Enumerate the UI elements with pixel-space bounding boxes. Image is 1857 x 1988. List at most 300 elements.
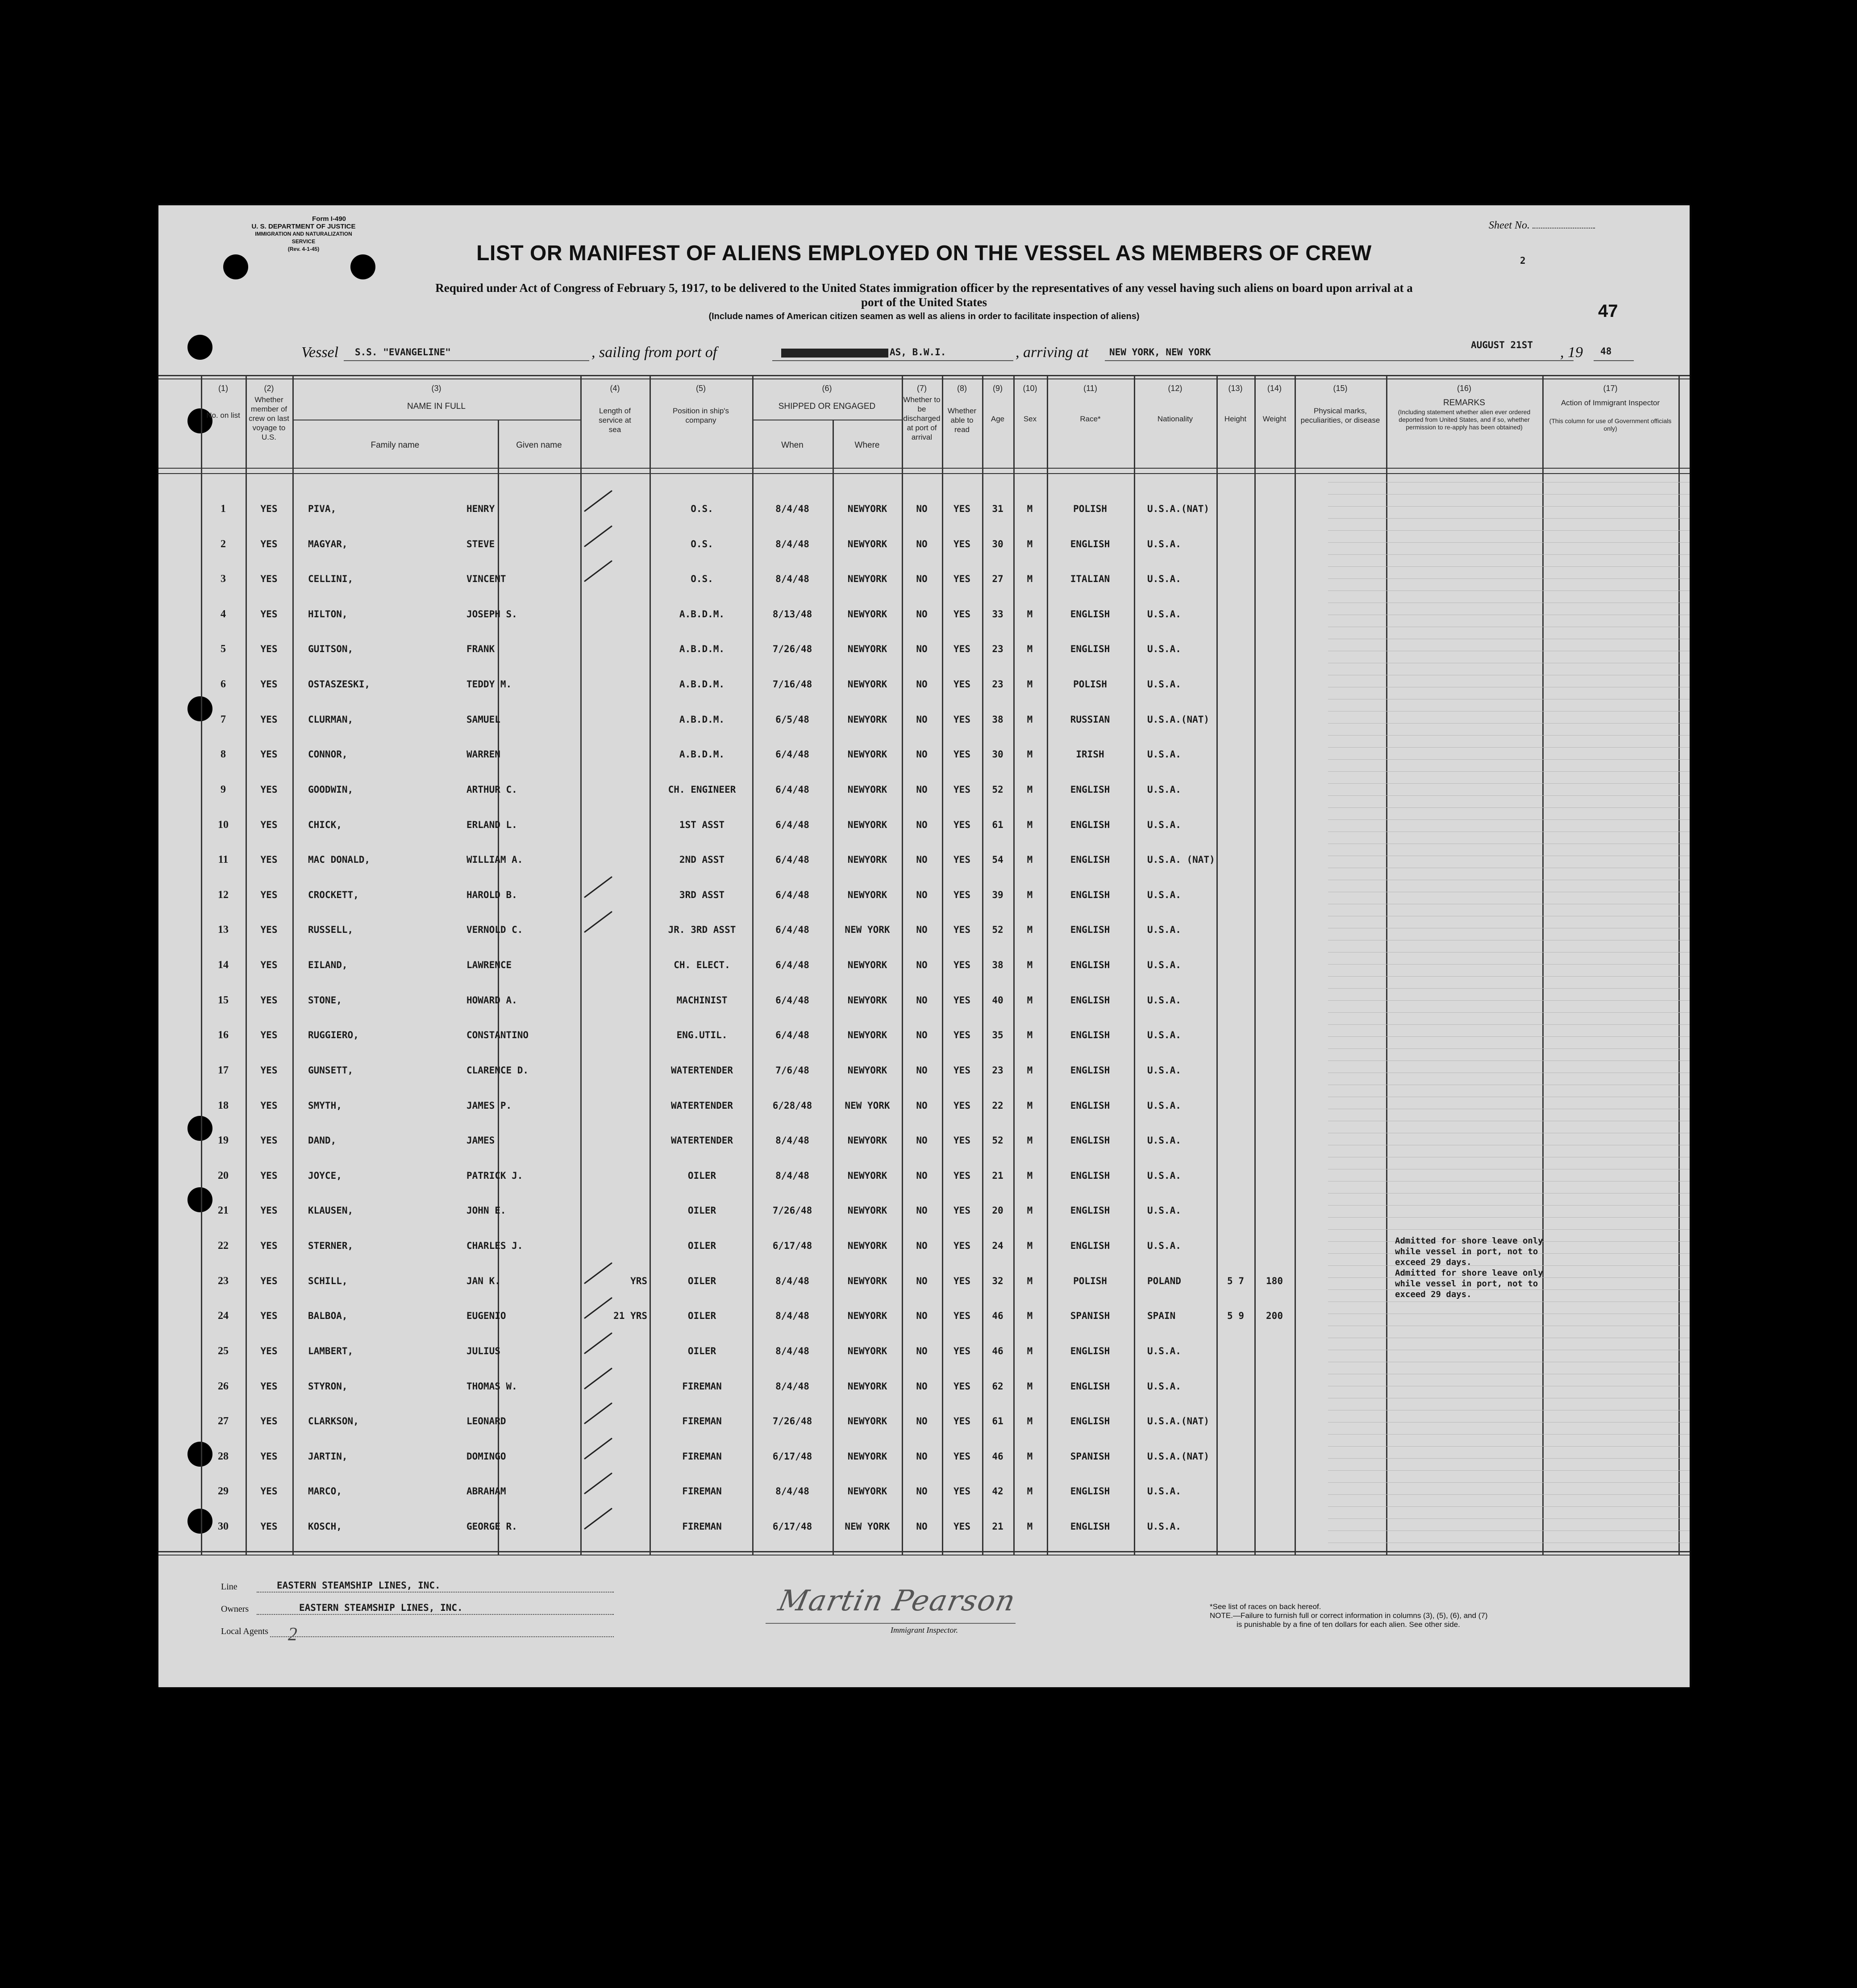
col-4-header: Length of service at sea — [599, 407, 631, 434]
cell-age: 21 — [992, 1521, 1003, 1532]
cell-height: 5 7 — [1227, 1276, 1244, 1286]
arriving-label: , arriving at — [1016, 344, 1089, 361]
year: 48 — [1600, 346, 1612, 357]
cell-discharged: NO — [916, 1381, 928, 1392]
cell-weight: 180 — [1266, 1276, 1283, 1286]
vessel-line — [301, 340, 1676, 364]
cell-age: 52 — [992, 784, 1003, 795]
cell-nationality: U.S.A. — [1147, 1065, 1181, 1076]
cell-discharged: NO — [916, 1346, 928, 1356]
cell-no: 11 — [218, 854, 229, 865]
cell-family: CLURMAN, — [308, 714, 354, 725]
cell-sex: M — [1027, 890, 1033, 900]
cell-no: 25 — [218, 1345, 229, 1357]
cell-service: YRS — [630, 1276, 647, 1286]
subtitle-1: Required under Act of Congress of February 5, 1917, to be delivered to the United States immigration officer by the representatives of any vessel having such aliens on board upon arrival at a — [435, 281, 1413, 295]
note-races: *See list of races on back hereof. — [1210, 1602, 1321, 1611]
cell-when: 6/4/48 — [775, 784, 809, 795]
cell-sex: M — [1027, 995, 1033, 1006]
cell-given: HENRY — [466, 503, 495, 514]
cell-when: 6/4/48 — [775, 1030, 809, 1040]
col-13-number: (13) — [1228, 384, 1243, 393]
cell-prev: YES — [260, 1135, 278, 1146]
table-row — [158, 535, 1690, 553]
cell-race: ENGLISH — [1070, 1100, 1110, 1111]
cell-age: 30 — [992, 539, 1003, 549]
cell-family: MARCO, — [308, 1486, 342, 1497]
table-row — [158, 1202, 1690, 1219]
cell-nationality: U.S.A. — [1147, 1030, 1181, 1040]
cell-age: 24 — [992, 1240, 1003, 1251]
cell-read: YES — [953, 503, 970, 514]
table-bottom-rule — [158, 1551, 1690, 1552]
cell-race: ENGLISH — [1070, 854, 1110, 865]
cell-position: OILER — [687, 1310, 716, 1321]
cell-when: 7/6/48 — [775, 1065, 809, 1076]
col-17-header: Action of Immigrant Inspector — [1561, 399, 1660, 407]
cell-weight — [1255, 921, 1294, 939]
cell-sex: M — [1027, 1451, 1033, 1462]
cell-when: 6/5/48 — [775, 714, 809, 725]
cell-nationality: U.S.A. — [1147, 574, 1181, 584]
cell-weight — [1255, 605, 1294, 623]
cell-nationality: U.S.A. — [1147, 1381, 1181, 1392]
table-row — [158, 500, 1690, 518]
cell-position: A.B.D.M. — [679, 609, 725, 620]
rule-line — [1328, 1193, 1690, 1194]
cell-prev: YES — [260, 890, 278, 900]
cell-discharged: NO — [916, 714, 928, 725]
table-row — [158, 851, 1690, 869]
cell-no: 22 — [218, 1240, 229, 1252]
cell-read: YES — [953, 1451, 970, 1462]
remark-line: while vessel in port, not to — [1395, 1247, 1538, 1256]
check-mark — [585, 1473, 612, 1493]
cell-sex: M — [1027, 503, 1033, 514]
col-1-number: (1) — [218, 384, 228, 393]
cell-where: NEWYORK — [847, 749, 887, 760]
cell-no: 1 — [221, 503, 226, 515]
cell-given: WILLIAM A. — [466, 854, 523, 865]
table-row — [158, 1518, 1690, 1535]
cell-read: YES — [953, 679, 970, 690]
cell-weight — [1255, 781, 1294, 799]
cell-sex: M — [1027, 1276, 1033, 1286]
cell-height — [1217, 535, 1254, 553]
table-row — [158, 1307, 1690, 1325]
cell-nationality: U.S.A. — [1147, 784, 1181, 795]
cell-position: A.B.D.M. — [679, 644, 725, 654]
cell-given: ARTHUR C. — [466, 784, 517, 795]
cell-race: ENGLISH — [1070, 1521, 1110, 1532]
cell-weight — [1255, 956, 1294, 974]
revision: (Rev. 4-1-45) — [287, 246, 320, 252]
cell-discharged: NO — [916, 1030, 928, 1040]
cell-read: YES — [953, 890, 970, 900]
table-row — [158, 1482, 1690, 1500]
cell-discharged: NO — [916, 1416, 928, 1427]
cell-family: STONE, — [308, 995, 342, 1006]
cell-where: NEWYORK — [847, 1486, 887, 1497]
cell-race: ENGLISH — [1070, 924, 1110, 935]
cell-nationality: U.S.A. — [1147, 609, 1181, 620]
cell-when: 6/28/48 — [772, 1100, 812, 1111]
cell-where: NEWYORK — [847, 679, 887, 690]
owners-label: Owners — [221, 1604, 249, 1614]
cell-prev: YES — [260, 749, 278, 760]
cell-sex: M — [1027, 784, 1033, 795]
cell-weight — [1255, 1412, 1294, 1430]
cell-nationality: U.S.A.(NAT) — [1147, 1451, 1210, 1462]
note-line-1: NOTE.—Failure to furnish full or correct information in columns (3), (5), (6), and (7) — [1210, 1611, 1488, 1620]
cell-sex: M — [1027, 1381, 1033, 1392]
cell-prev: YES — [260, 1030, 278, 1040]
col-9-number: (9) — [993, 384, 1003, 393]
cell-position: FIREMAN — [682, 1451, 722, 1462]
cell-height — [1217, 1202, 1254, 1219]
cell-sex: M — [1027, 714, 1033, 725]
cell-nationality: U.S.A. — [1147, 960, 1181, 970]
form-id: Form I-490 — [312, 215, 346, 223]
cell-given: GEORGE R. — [466, 1521, 517, 1532]
cell-when: 6/4/48 — [775, 995, 809, 1006]
cell-sex: M — [1027, 960, 1033, 970]
cell-sex: M — [1027, 1346, 1033, 1356]
cell-family: LAMBERT, — [308, 1346, 354, 1356]
cell-family: MAC DONALD, — [308, 854, 371, 865]
table-row — [158, 921, 1690, 939]
cell-where: NEWYORK — [847, 1170, 887, 1181]
cell-height — [1217, 851, 1254, 869]
cell-where: NEWYORK — [847, 1346, 887, 1356]
cell-where: NEWYORK — [847, 714, 887, 725]
cell-given: SAMUEL — [466, 714, 500, 725]
table-row — [158, 711, 1690, 728]
cell-age: 52 — [992, 1135, 1003, 1146]
table-row — [158, 991, 1690, 1009]
cell-when: 8/4/48 — [775, 503, 809, 514]
check-mark — [585, 1403, 612, 1423]
cell-age: 62 — [992, 1381, 1003, 1392]
table-row — [158, 745, 1690, 763]
cell-age: 23 — [992, 644, 1003, 654]
cell-when: 6/4/48 — [775, 749, 809, 760]
col-3-family-header: Family name — [371, 441, 420, 450]
check-mark — [585, 491, 612, 511]
cell-where: NEWYORK — [847, 609, 887, 620]
port-to: NEW YORK, NEW YORK — [1109, 347, 1211, 358]
col-7-header: Whether to be discharged at port of arrival — [903, 395, 941, 441]
cell-where: NEWYORK — [847, 503, 887, 514]
cell-sex: M — [1027, 1416, 1033, 1427]
cell-nationality: U.S.A. — [1147, 1486, 1181, 1497]
cell-given: TEDDY M. — [466, 679, 512, 690]
cell-no: 12 — [218, 889, 229, 901]
cell-height — [1217, 1377, 1254, 1395]
rule-line — [1328, 735, 1690, 736]
cell-read: YES — [953, 960, 970, 970]
cell-weight — [1255, 745, 1294, 763]
cell-read: YES — [953, 854, 970, 865]
department: U. S. DEPARTMENT OF JUSTICE — [251, 223, 356, 230]
cell-family: PIVA, — [308, 503, 337, 514]
cell-sex: M — [1027, 539, 1033, 549]
table-row — [158, 1412, 1690, 1430]
cell-sex: M — [1027, 924, 1033, 935]
cell-age: 42 — [992, 1486, 1003, 1497]
cell-nationality: U.S.A.(NAT) — [1147, 714, 1210, 725]
cell-no: 27 — [218, 1415, 229, 1427]
cell-discharged: NO — [916, 819, 928, 830]
cell-nationality: U.S.A. — [1147, 1170, 1181, 1181]
cell-read: YES — [953, 1030, 970, 1040]
cell-position: OILER — [687, 1346, 716, 1356]
cell-height — [1217, 605, 1254, 623]
cell-where: NEWYORK — [847, 960, 887, 970]
cell-position: OILER — [687, 1276, 716, 1286]
cell-height — [1217, 1412, 1254, 1430]
cell-weight — [1255, 1377, 1294, 1395]
check-mark — [585, 912, 612, 932]
cell-sex: M — [1027, 1065, 1033, 1076]
cell-nationality: U.S.A.(NAT) — [1147, 1416, 1210, 1427]
cell-when: 7/26/48 — [772, 1205, 812, 1216]
cell-position: OILER — [687, 1240, 716, 1251]
cell-position: WATERTENDER — [670, 1100, 733, 1111]
cell-sex: M — [1027, 679, 1033, 690]
cell-given: VINCENT — [466, 574, 506, 584]
cell-sex: M — [1027, 574, 1033, 584]
cell-age: 61 — [992, 819, 1003, 830]
cell-height — [1217, 1447, 1254, 1465]
service: IMMIGRATION AND NATURALIZATION SERVICE — [255, 231, 352, 245]
inspector-signature — [766, 1580, 1019, 1629]
cell-read: YES — [953, 1381, 970, 1392]
cell-weight — [1255, 816, 1294, 834]
footer-agents — [221, 1625, 623, 1643]
cell-nationality: U.S.A. — [1147, 644, 1181, 654]
cell-given: EUGENIO — [466, 1310, 506, 1321]
cell-prev: YES — [260, 1276, 278, 1286]
cell-prev: YES — [260, 1310, 278, 1321]
cell-weight — [1255, 640, 1294, 658]
cell-given: DOMINGO — [466, 1451, 506, 1462]
cell-when: 6/4/48 — [775, 819, 809, 830]
cell-sex: M — [1027, 1521, 1033, 1532]
cell-family: GOODWIN, — [308, 784, 354, 795]
cell-race: RUSSIAN — [1070, 714, 1110, 725]
cell-read: YES — [953, 1240, 970, 1251]
cell-read: YES — [953, 1135, 970, 1146]
cell-nationality: U.S.A. — [1147, 749, 1181, 760]
cell-family: RUGGIERO, — [308, 1030, 359, 1040]
cell-given: HOWARD A. — [466, 995, 517, 1006]
cell-height — [1217, 1518, 1254, 1535]
cell-age: 54 — [992, 854, 1003, 865]
cell-nationality: U.S.A. — [1147, 1240, 1181, 1251]
cell-prev: YES — [260, 995, 278, 1006]
rule-line — [1328, 1434, 1690, 1435]
check-mark — [585, 1263, 612, 1283]
rule-line — [1328, 1506, 1690, 1507]
cell-height — [1217, 570, 1254, 588]
header-bottom-rule — [158, 468, 1690, 469]
col-6-when-header: When — [781, 441, 804, 450]
table-row — [158, 640, 1690, 658]
cell-discharged: NO — [916, 960, 928, 970]
cell-discharged: NO — [916, 1486, 928, 1497]
cell-prev: YES — [260, 1240, 278, 1251]
cell-position: JR. 3RD ASST — [668, 924, 736, 935]
cell-age: 52 — [992, 924, 1003, 935]
cell-when: 6/17/48 — [772, 1451, 812, 1462]
cell-race: ENGLISH — [1070, 1381, 1110, 1392]
cell-where: NEWYORK — [847, 784, 887, 795]
cell-position: CH. ELECT. — [674, 960, 730, 970]
col-14-header: Weight — [1262, 415, 1287, 423]
col-10-header: Sex — [1023, 415, 1037, 423]
cell-discharged: NO — [916, 609, 928, 620]
subtitle-2: port of the United States — [861, 295, 987, 309]
cell-when: 6/4/48 — [775, 960, 809, 970]
cell-nationality: U.S.A. — [1147, 1135, 1181, 1146]
cell-height — [1217, 745, 1254, 763]
cell-prev: YES — [260, 1346, 278, 1356]
cell-no: 13 — [218, 924, 229, 936]
cell-weight — [1255, 1202, 1294, 1219]
cell-nationality: U.S.A. — [1147, 890, 1181, 900]
cell-given: ABRAHAM — [466, 1486, 506, 1497]
cell-age: 38 — [992, 714, 1003, 725]
cell-discharged: NO — [916, 854, 928, 865]
cell-family: STYRON, — [308, 1381, 348, 1392]
agents-label: Local Agents — [221, 1626, 269, 1636]
table-top-rule — [158, 375, 1690, 376]
cell-prev: YES — [260, 924, 278, 935]
rule-line — [1328, 518, 1690, 519]
col-11-number: (11) — [1083, 384, 1097, 393]
cell-given: JAN K. — [466, 1276, 500, 1286]
cell-weight — [1255, 1518, 1294, 1535]
remark-line: exceed 29 days. — [1395, 1257, 1472, 1267]
cell-height — [1217, 886, 1254, 904]
cell-discharged: NO — [916, 539, 928, 549]
cell-sex: M — [1027, 819, 1033, 830]
cell-when: 8/4/48 — [775, 1170, 809, 1181]
sheet-no — [1489, 220, 1595, 232]
cell-height — [1217, 1342, 1254, 1360]
cell-race: ENGLISH — [1070, 644, 1110, 654]
cell-sex: M — [1027, 1135, 1033, 1146]
cell-given: CLARENCE D. — [466, 1065, 529, 1076]
cell-where: NEWYORK — [847, 1451, 887, 1462]
cell-family: RUSSELL, — [308, 924, 354, 935]
cell-no: 15 — [218, 994, 229, 1006]
cell-given: THOMAS W. — [466, 1381, 517, 1392]
cell-prev: YES — [260, 644, 278, 654]
cell-prev: YES — [260, 960, 278, 970]
cell-nationality: U.S.A. — [1147, 1100, 1181, 1111]
cell-no: 29 — [218, 1485, 229, 1497]
cell-nationality: U.S.A. — [1147, 679, 1181, 690]
cell-weight — [1255, 1447, 1294, 1465]
cell-age: 39 — [992, 890, 1003, 900]
cell-position: WATERTENDER — [670, 1135, 733, 1146]
cell-prev: YES — [260, 1170, 278, 1181]
cell-height — [1217, 956, 1254, 974]
cell-where: NEWYORK — [847, 1065, 887, 1076]
cell-discharged: NO — [916, 503, 928, 514]
page-number: 47 — [1598, 301, 1618, 321]
col-16-note: (Including statement whether alien ever ordered deported from United States, and if so, whether permission to re-apply has been obtained) — [1398, 408, 1531, 431]
cell-position: O.S. — [691, 503, 713, 514]
cell-family: KOSCH, — [308, 1521, 342, 1532]
cell-sex: M — [1027, 749, 1033, 760]
cell-where: NEWYORK — [847, 1416, 887, 1427]
line-value: EASTERN STEAMSHIP LINES, INC. — [277, 1580, 441, 1591]
cell-no: 4 — [221, 608, 226, 620]
cell-weight — [1255, 1237, 1294, 1255]
cell-read: YES — [953, 819, 970, 830]
cell-weight — [1255, 675, 1294, 693]
cell-prev: YES — [260, 1486, 278, 1497]
col-12-number: (12) — [1168, 384, 1182, 393]
col-16-header: REMARKS — [1443, 398, 1485, 408]
cell-height — [1217, 500, 1254, 518]
cell-no: 24 — [218, 1310, 229, 1322]
cell-family: CELLINI, — [308, 574, 354, 584]
cell-prev: YES — [260, 1065, 278, 1076]
cell-where: NEWYORK — [847, 1135, 887, 1146]
cell-where: NEWYORK — [847, 644, 887, 654]
cell-prev: YES — [260, 784, 278, 795]
cell-no: 21 — [218, 1205, 229, 1216]
cell-where: NEWYORK — [847, 574, 887, 584]
cell-prev: YES — [260, 1381, 278, 1392]
cell-where: NEWYORK — [847, 819, 887, 830]
cell-where: NEWYORK — [847, 854, 887, 865]
footer-notes — [1210, 1602, 1656, 1629]
cell-prev: YES — [260, 503, 278, 514]
check-mark — [585, 877, 612, 897]
cell-when: 8/13/48 — [772, 609, 812, 620]
cell-given: JULIUS — [466, 1346, 500, 1356]
cell-family: EILAND, — [308, 960, 348, 970]
cell-when: 8/4/48 — [775, 574, 809, 584]
cell-weight — [1255, 1482, 1294, 1500]
cell-family: CLARKSON, — [308, 1416, 359, 1427]
cell-height — [1217, 1482, 1254, 1500]
cell-no: 3 — [221, 573, 226, 585]
cell-family: STERNER, — [308, 1240, 354, 1251]
col-9-header: Age — [991, 415, 1005, 423]
page-title: LIST OR MANIFEST OF ALIENS EMPLOYED ON THE VESSEL AS MEMBERS OF CREW — [476, 241, 1372, 265]
cell-discharged: NO — [916, 644, 928, 654]
table-row — [158, 1131, 1690, 1149]
cell-family: GUITSON, — [308, 644, 354, 654]
col-15-header: Physical marks, peculiarities, or disease — [1300, 407, 1380, 424]
table-row — [158, 1097, 1690, 1115]
cell-age: 40 — [992, 995, 1003, 1006]
cell-family: CONNOR, — [308, 749, 348, 760]
cell-sex: M — [1027, 1100, 1033, 1111]
cell-family: SMYTH, — [308, 1100, 342, 1111]
cell-discharged: NO — [916, 574, 928, 584]
cell-where: NEWYORK — [847, 1310, 887, 1321]
cell-given: CHARLES J. — [466, 1240, 523, 1251]
cell-discharged: NO — [916, 1205, 928, 1216]
cell-where: NEWYORK — [847, 890, 887, 900]
